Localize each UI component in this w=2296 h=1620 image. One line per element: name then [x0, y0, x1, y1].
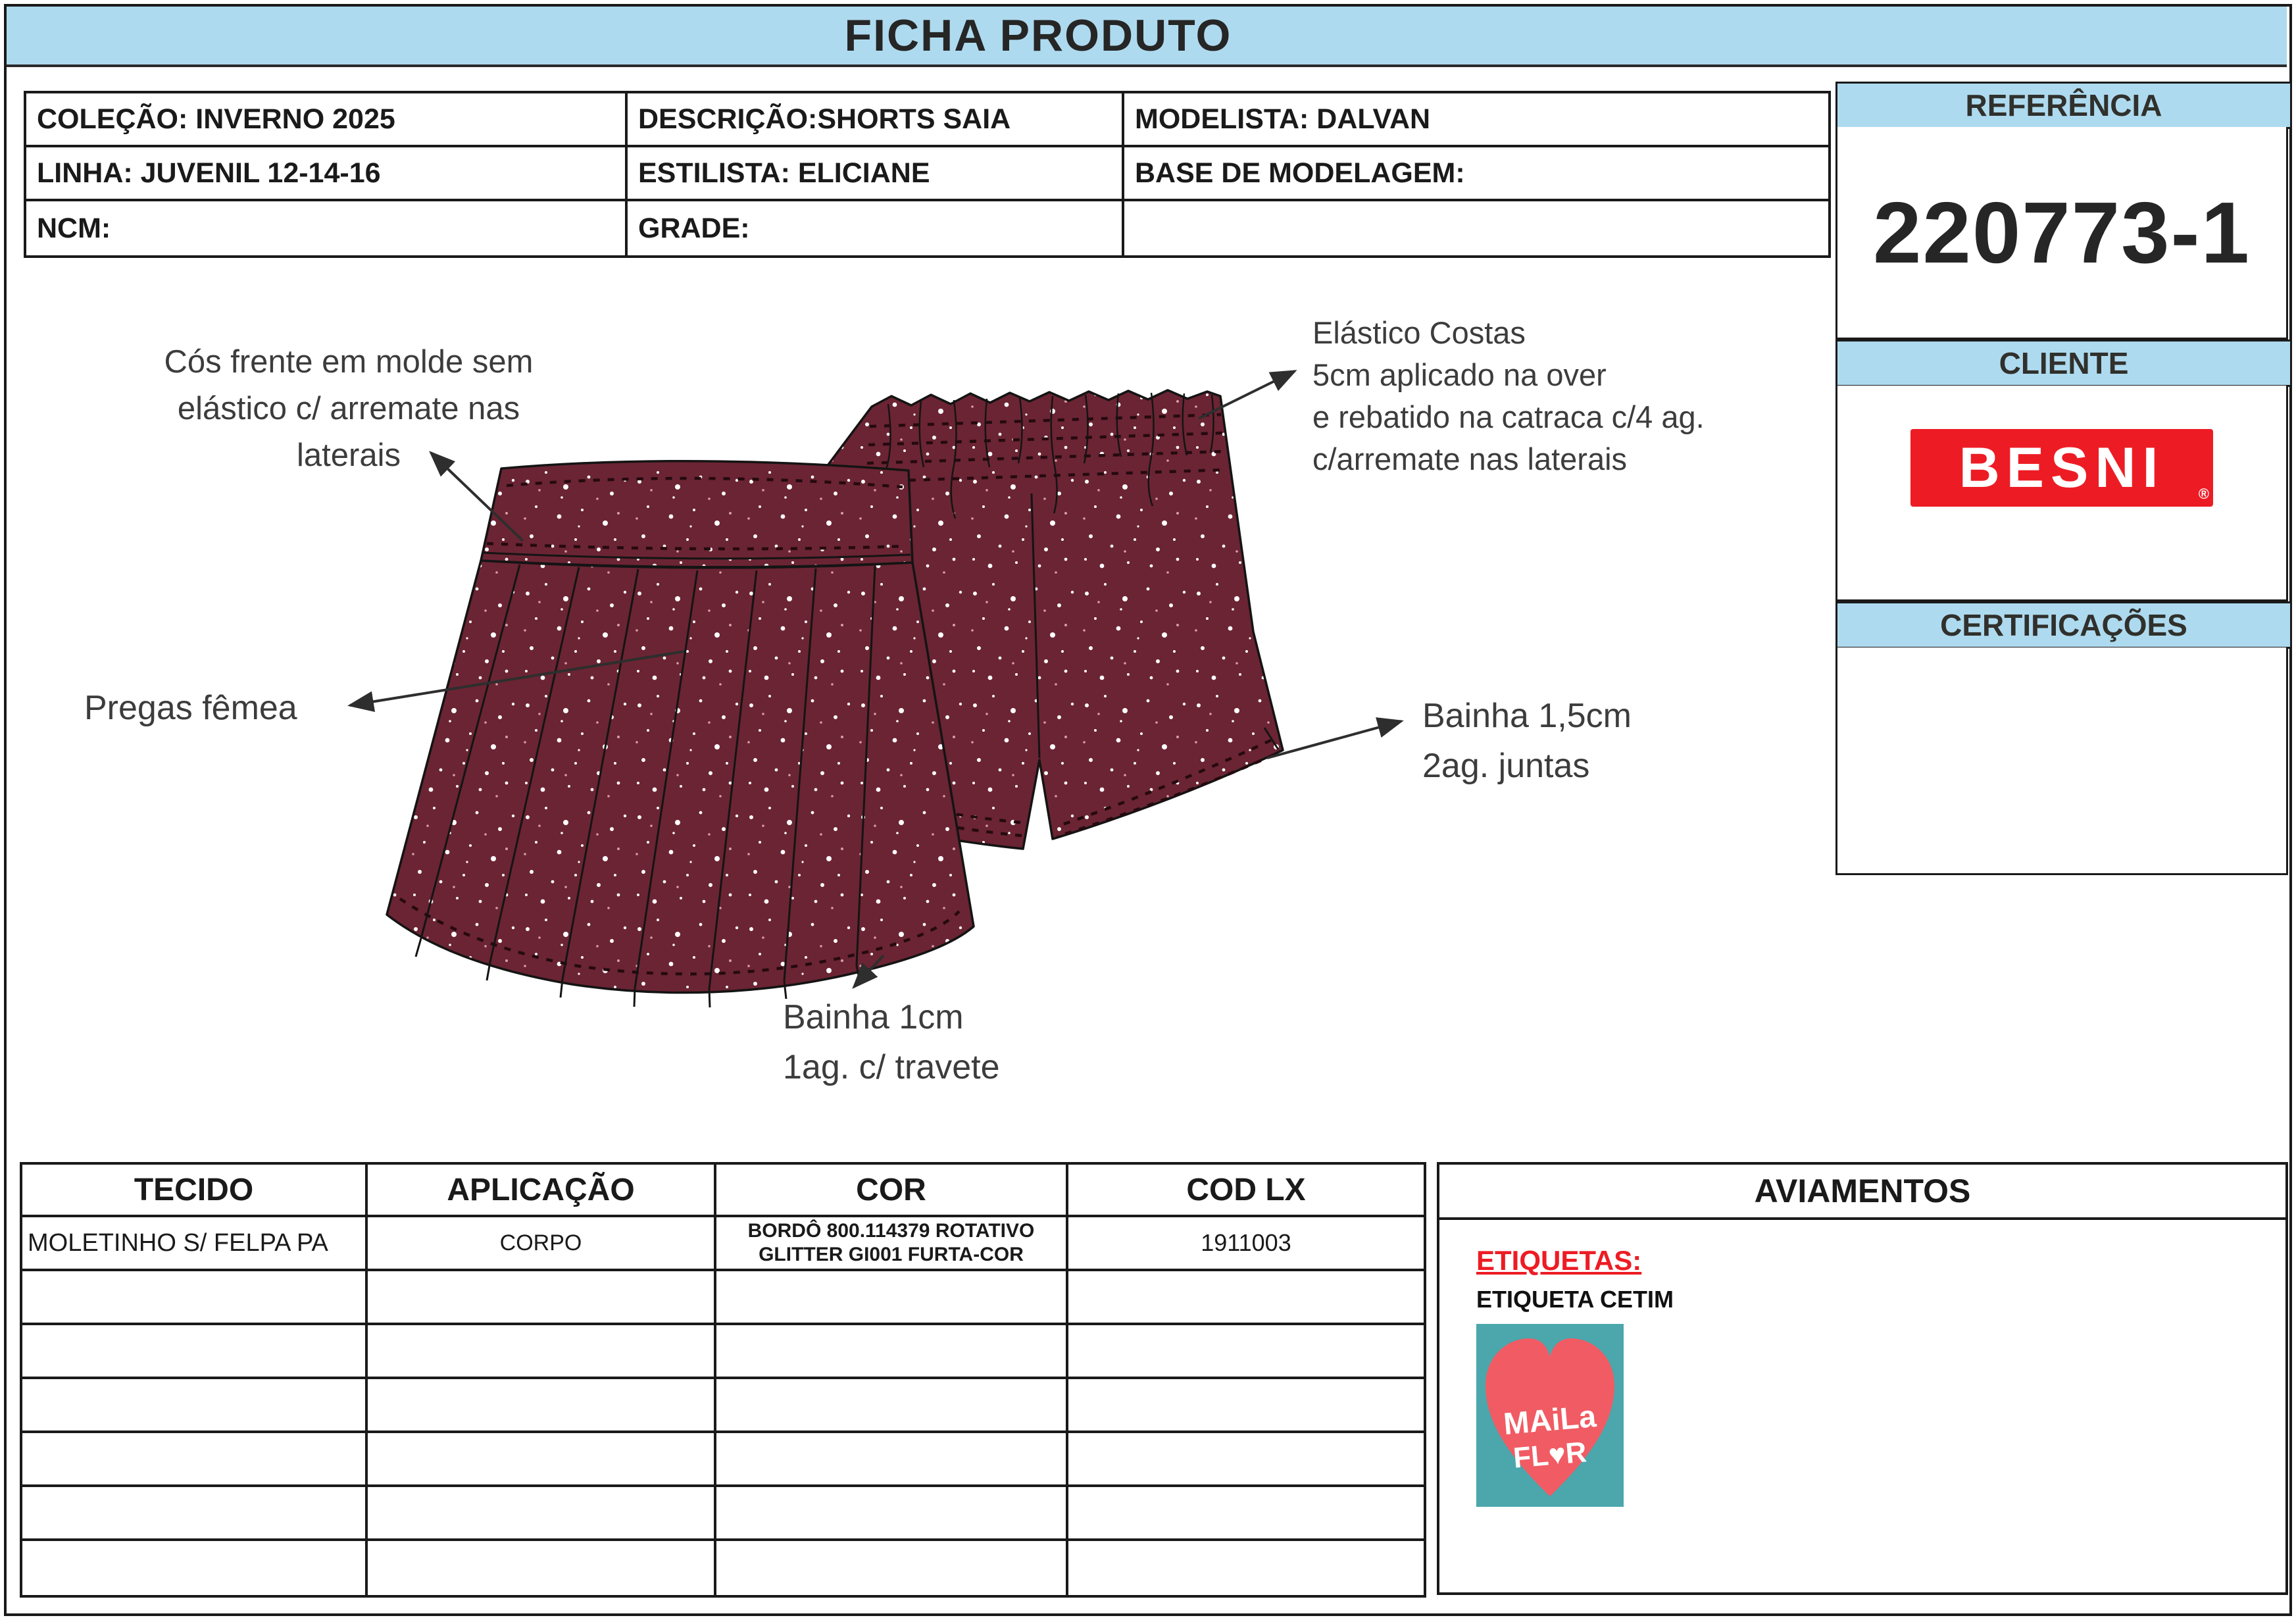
reference-header: [1835, 82, 2292, 129]
annotation-line: Cós frente em molde sem: [164, 344, 534, 380]
annotation-line: 5cm aplicado na over: [1312, 357, 1607, 392]
annotation-waistband: [99, 339, 599, 479]
reference-cell: [1835, 127, 2288, 340]
table-cell: [368, 1541, 716, 1595]
table-cell: [22, 1541, 368, 1595]
annotation-hem-skirt: [783, 992, 1000, 1092]
table-cell: [716, 1271, 1068, 1325]
reference-number: 220773-1: [1873, 184, 2251, 281]
info-ncm: NCM:: [26, 201, 628, 255]
annotation-elastic-back: [1312, 312, 1705, 480]
besni-logo-text: BESNI: [1959, 436, 2165, 499]
registered-mark-icon: ®: [2198, 486, 2209, 502]
aviamentos-panel: [1437, 1162, 2288, 1595]
annotation-line: 2ag. juntas: [1422, 747, 1590, 785]
label-brand-line1: MAiLa: [1502, 1398, 1598, 1442]
table-cell: [1068, 1325, 1424, 1379]
front-skirt-drawing: [387, 461, 974, 1007]
page-title: FICHA PRODUTO: [844, 11, 1232, 61]
client-header: [1835, 340, 2292, 387]
annotation-line: e rebatido na catraca c/4 ag.: [1312, 399, 1705, 434]
info-base-modelagem: BASE DE MODELAGEM:: [1124, 147, 1828, 201]
annotation-line: 1ag. c/ travete: [783, 1048, 1000, 1086]
table-cell: 1911003: [1068, 1217, 1424, 1271]
table-cell: [1068, 1541, 1424, 1595]
col-header-cor: COR: [716, 1165, 1068, 1217]
annotation-line: Pregas fêmea: [84, 689, 297, 727]
title-bar: [7, 7, 2287, 67]
table-cell: [716, 1379, 1068, 1433]
table-cell: [716, 1487, 1068, 1541]
table-cell: [368, 1271, 716, 1325]
certifications-header: [1835, 601, 2292, 649]
table-cell: [22, 1433, 368, 1487]
annotation-hem-shorts: [1422, 691, 1632, 791]
label-brand-line2: FL♥R: [1512, 1436, 1588, 1475]
info-colecao: COLEÇÃO: INVERNO 2025: [26, 93, 628, 147]
arrow-hem-shorts: [1267, 721, 1401, 758]
col-header-codlx: COD LX: [1068, 1165, 1424, 1217]
client-cell: [1835, 386, 2288, 601]
table-cell: [368, 1379, 716, 1433]
info-linha: LINHA: JUVENIL 12-14-16: [26, 147, 628, 201]
aviamentos-body: [1439, 1220, 2285, 1510]
table-cell: [716, 1541, 1068, 1595]
besni-logo: [1910, 429, 2213, 507]
table-cell: [716, 1325, 1068, 1379]
info-empty: [1124, 201, 1828, 255]
table-cell: [1068, 1271, 1424, 1325]
annotation-pleats: [84, 688, 297, 728]
table-cell: MOLETINHO S/ FELPA PA: [22, 1217, 368, 1271]
annotation-line: Elástico Costas: [1312, 315, 1526, 350]
table-cell: [368, 1433, 716, 1487]
reference-header-label: REFERÊNCIA: [1965, 88, 2162, 122]
table-cell: [368, 1487, 716, 1541]
table-cell: [1068, 1487, 1424, 1541]
info-estilista: ESTILISTA: ELICIANE: [628, 147, 1124, 201]
info-table: [24, 91, 1831, 258]
client-header-label: CLIENTE: [1999, 346, 2129, 380]
etiqueta-type: ETIQUETA CETIM: [1476, 1286, 1674, 1313]
aviamentos-header-label: AVIAMENTOS: [1754, 1173, 1971, 1209]
aviamentos-header: [1439, 1165, 2285, 1220]
annotation-line: laterais: [297, 438, 401, 473]
table-cell: [716, 1433, 1068, 1487]
maila-flor-label-art: [1476, 1324, 1624, 1507]
table-cell: [368, 1325, 716, 1379]
table-cell: [22, 1271, 368, 1325]
info-descricao: DESCRIÇÃO:SHORTS SAIA: [628, 93, 1124, 147]
annotation-line: elástico c/ arremate nas: [177, 391, 520, 426]
certifications-cell: [1835, 647, 2288, 875]
col-header-aplicacao: APLICAÇÃO: [368, 1165, 716, 1217]
table-cell: BORDÔ 800.114379 ROTATIVO GLITTER GI001 FURTA-COR: [716, 1217, 1068, 1271]
materials-table: [20, 1162, 1426, 1598]
table-cell: [1068, 1433, 1424, 1487]
table-cell: [22, 1487, 368, 1541]
table-cell: [22, 1325, 368, 1379]
table-cell: [22, 1379, 368, 1433]
table-cell: [1068, 1379, 1424, 1433]
table-cell: CORPO: [368, 1217, 716, 1271]
info-grade: GRADE:: [628, 201, 1124, 255]
certifications-header-label: CERTIFICAÇÕES: [1940, 608, 2187, 642]
annotation-line: c/arremate nas laterais: [1312, 442, 1628, 476]
annotation-line: Bainha 1,5cm: [1422, 697, 1632, 735]
col-header-tecido: TECIDO: [22, 1165, 368, 1217]
etiquetas-title: ETIQUETAS:: [1476, 1245, 1642, 1276]
info-modelista: MODELISTA: DALVAN: [1124, 93, 1828, 147]
maila-flor-label: [1476, 1324, 2285, 1510]
annotation-line: Bainha 1cm: [783, 998, 964, 1036]
